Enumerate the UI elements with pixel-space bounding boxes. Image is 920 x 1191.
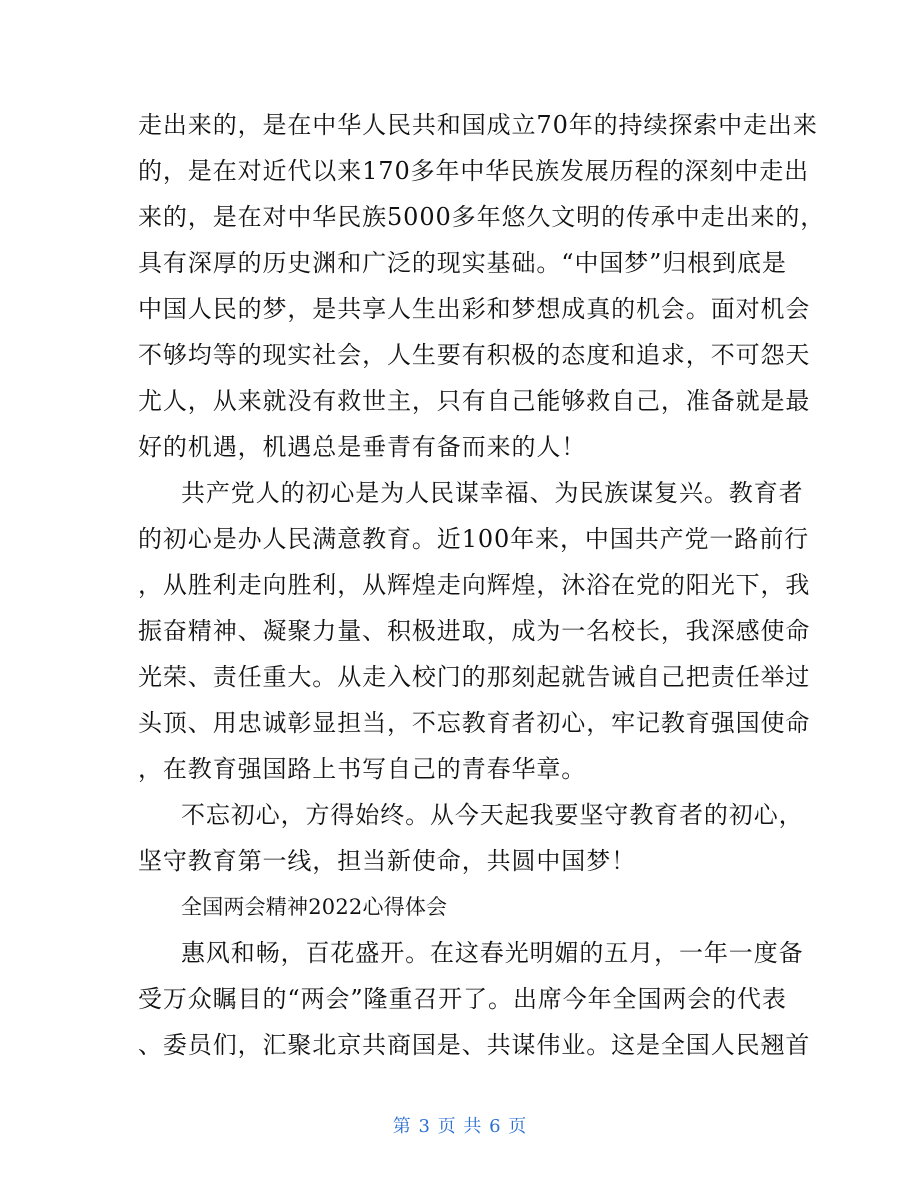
text-line: 来的，是在对中华民族5000多年悠久文明的传承中走出来的， <box>138 203 826 231</box>
text-line: 、委员们，汇聚北京共商国是、共谋伟业。这是全国人民翘首 <box>138 1031 811 1059</box>
text-line: 中国人民的梦，是共享人生出彩和梦想成真的机会。面对机会 <box>138 295 811 323</box>
text-line: 好的机遇，机遇总是垂青有备而来的人！ <box>138 433 587 461</box>
text-line: 的初心是办人民满意教育。近100年来，中国共产党一路前行 <box>138 525 810 553</box>
text-line: 光荣、责任重大。从走入校门的那刻起就告诫自己把责任举过 <box>138 663 811 691</box>
text-line: 惠风和畅，百花盛开。在这春光明媚的五月，一年一度备 <box>181 939 804 967</box>
text-line: 走出来的，是在中华人民共和国成立70年的持续探索中走出来 <box>138 111 818 139</box>
text-line: ，从胜利走向胜利，从辉煌走向辉煌，沐浴在党的阳光下，我 <box>138 571 811 599</box>
section-heading: 全国两会精神2022心得体会 <box>181 895 448 919</box>
text-line: 坚守教育第一线，担当新使命，共圆中国梦！ <box>138 847 636 875</box>
text-line: 振奋精神、凝聚力量、积极进取，成为一名校长，我深感使命 <box>138 617 811 645</box>
text-line: 尤人，从来就没有救世主，只有自己能够救自己，准备就是最 <box>138 387 811 415</box>
text-line: 的，是在对近代以来170多年中华民族发展历程的深刻中走出 <box>138 157 810 185</box>
text-line: 头顶、用忠诚彰显担当，不忘教育者初心，牢记教育强国使命 <box>138 709 811 737</box>
text-line: 不够均等的现实社会，人生要有积极的态度和追求，不可怨天 <box>138 341 811 369</box>
text-line: 不忘初心，方得始终。从今天起我要坚守教育者的初心， <box>181 801 804 829</box>
text-line: 共产党人的初心是为人民谋幸福、为民族谋复兴。教育者 <box>181 479 804 507</box>
text-line: 具有深厚的历史渊和广泛的现实基础。“中国梦”归根到底是 <box>138 249 787 277</box>
body-text <box>138 102 826 1068</box>
page-number-footer: 第 3 页 共 6 页 <box>392 1116 528 1137</box>
text-line: ，在教育强国路上书写自己的青春华章。 <box>138 755 587 783</box>
text-line: 受万众瞩目的“两会”隆重召开了。出席今年全国两会的代表 <box>138 985 787 1013</box>
